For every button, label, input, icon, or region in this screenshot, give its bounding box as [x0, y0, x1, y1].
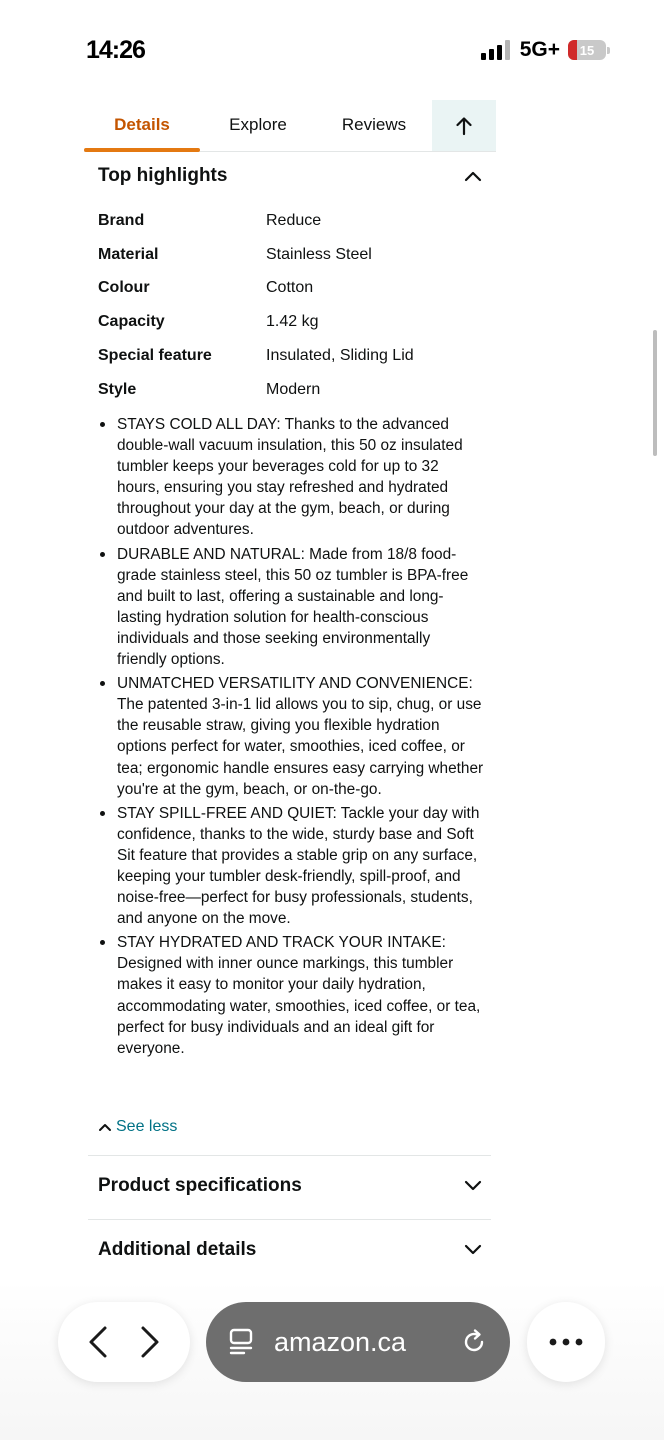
- top-highlights-title: Top highlights: [98, 165, 228, 186]
- attribute-value: Insulated, Sliding Lid: [266, 347, 414, 365]
- battery-level: 15: [579, 42, 595, 58]
- tab-explore[interactable]: Explore: [229, 114, 287, 134]
- back-button[interactable]: [87, 1325, 109, 1359]
- attribute-key: Colour: [98, 279, 150, 297]
- attribute-value: Modern: [266, 380, 321, 398]
- reload-icon[interactable]: [460, 1328, 488, 1356]
- attributes-table: [98, 204, 490, 407]
- forward-button[interactable]: [139, 1325, 161, 1359]
- see-less-link[interactable]: [98, 1118, 177, 1136]
- additional-details-header[interactable]: [98, 1236, 490, 1264]
- see-less-label: See less: [116, 1118, 178, 1135]
- feature-bullet: UNMATCHED VERSATILITY AND CONVENIENCE: The patented 3-in-1 lid allows you to sip, chug, or use the reusable straw, giving you flexible hydration options perfect for water, smoothies, iced coffee, or tea; ergonomic handle ensures easy carrying whether you're at the gym, beach, or on-the-go.: [98, 673, 484, 800]
- attribute-value: 1.42 kg: [266, 313, 319, 331]
- url-text: amazon.ca: [274, 1326, 407, 1357]
- detail-tabs: [84, 100, 496, 152]
- chevron-right-icon: [139, 1325, 161, 1359]
- attribute-value: Cotton: [266, 279, 314, 297]
- attribute-row: [98, 204, 490, 238]
- attribute-key: Style: [98, 380, 137, 398]
- page-menu-icon[interactable]: [228, 1328, 254, 1356]
- chevron-down-icon[interactable]: [464, 1244, 482, 1256]
- status-indicators: [481, 38, 610, 62]
- more-options-button[interactable]: [527, 1302, 605, 1382]
- attribute-value: Reduce: [266, 211, 322, 229]
- address-bar[interactable]: [206, 1302, 510, 1382]
- attribute-key: Brand: [98, 211, 145, 229]
- product-specifications-title: Product specifications: [98, 1175, 302, 1196]
- attribute-row: [98, 339, 490, 373]
- battery-tip: [607, 47, 610, 54]
- product-specifications-header[interactable]: [98, 1172, 490, 1200]
- chevron-down-icon[interactable]: [464, 1180, 482, 1192]
- top-highlights-header[interactable]: [98, 162, 490, 190]
- caret-up-icon: [98, 1122, 112, 1132]
- navigation-controls: [58, 1302, 190, 1382]
- attribute-row: [98, 272, 490, 306]
- more-icon: [548, 1338, 584, 1346]
- attribute-row: [98, 373, 490, 407]
- status-time: 14:26: [86, 36, 145, 64]
- divider: [88, 1219, 491, 1220]
- feature-bullet: DURABLE AND NATURAL: Made from 18/8 food-grade stainless steel, this 50 oz tumbler is BPA-free and built to last, offering a sustainable and long-lasting hydration solution for health-conscious individuals and those seeking environmentally friendly options.: [98, 544, 484, 671]
- additional-details-title: Additional details: [98, 1239, 257, 1260]
- network-type: 5G+: [519, 38, 560, 61]
- feature-bullet: STAY HYDRATED AND TRACK YOUR INTAKE: Designed with inner ounce markings, this tumbler makes it easy to monitor your daily hydration, accommodating water, smoothies, iced coffee, or tea, perfect for busy individuals and an ideal gift for everyone.: [98, 932, 484, 1059]
- chevron-up-icon[interactable]: [464, 170, 482, 182]
- attribute-key: Capacity: [98, 313, 165, 331]
- tab-reviews[interactable]: Reviews: [341, 114, 407, 134]
- signal-icon: [481, 40, 510, 60]
- scroll-to-top-button[interactable]: [432, 100, 496, 151]
- feature-bullets: [98, 414, 484, 1062]
- divider: [88, 1155, 491, 1156]
- feature-bullet: STAYS COLD ALL DAY: Thanks to the advanced double-wall vacuum insulation, this 50 oz insulated tumbler keeps your beverages cold for up to 32 hours, ensuring you stay refreshed and hydrated throughout your day at the gym, beach, or during outdoor adventures.: [98, 414, 484, 541]
- attribute-key: Material: [98, 245, 159, 263]
- attribute-key: Special feature: [98, 347, 212, 365]
- feature-bullet: STAY SPILL-FREE AND QUIET: Tackle your day with confidence, thanks to the wide, sturdy base and Soft Sit feature that provides a stable grip on any surface, keeping your tumbler desk-friendly, spill-proof, and noise-free—perfect for busy professionals, students, and anyone on the move.: [98, 803, 484, 930]
- attribute-row: [98, 238, 490, 272]
- tab-details[interactable]: Details: [84, 100, 200, 151]
- attribute-value: Stainless Steel: [266, 245, 372, 263]
- attribute-row: [98, 305, 490, 339]
- battery-icon: [568, 40, 606, 60]
- scrollbar[interactable]: [653, 330, 657, 456]
- arrow-up-icon: [455, 116, 473, 136]
- chevron-left-icon: [87, 1325, 109, 1359]
